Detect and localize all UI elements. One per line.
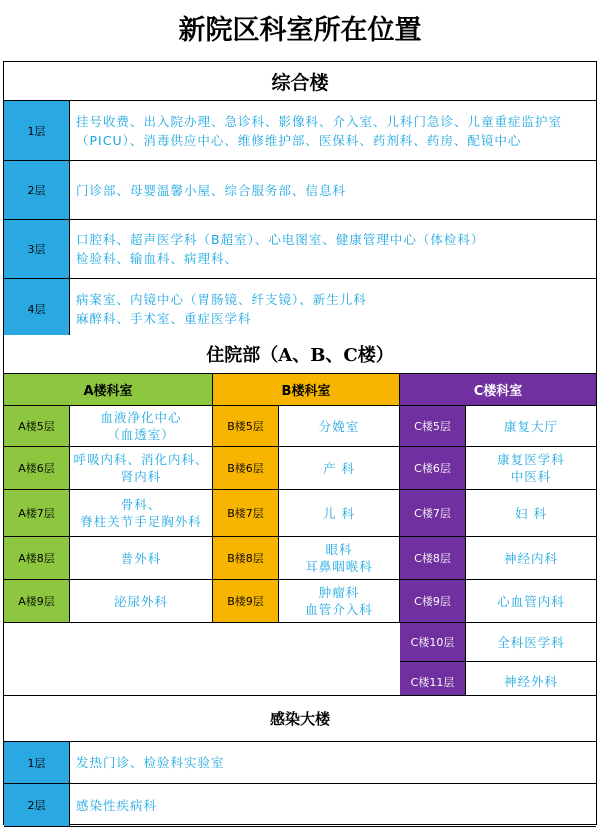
floor-label: A楼5层	[4, 406, 70, 446]
department-line: 儿 科	[323, 505, 355, 521]
department-name	[466, 537, 596, 579]
department-line: 神经外科	[503, 674, 558, 689]
department-name	[279, 537, 399, 579]
floor-label: 1层	[4, 742, 70, 783]
department-list	[70, 101, 596, 160]
building-a-floor-row	[4, 406, 213, 447]
building-a-floor-row	[4, 580, 213, 623]
building-c-floor-row	[400, 406, 596, 447]
building-c-floor-row	[400, 447, 596, 490]
department-line: （PICU）、消毒供应中心、维修维护部、医保科、药剂科、药房、配镜中心	[76, 132, 522, 148]
section-heading-comprehensive: 综合楼	[4, 62, 596, 101]
floor-label: C楼11层	[400, 662, 466, 701]
department-line: 眼科	[325, 542, 353, 557]
building-b-floor-row	[213, 580, 400, 623]
column-header-c: C楼科室	[400, 374, 596, 406]
department-line: 呼吸内科、消化内科、	[73, 452, 209, 467]
floor-label: C楼8层	[400, 537, 466, 579]
department-name	[70, 580, 212, 622]
department-list	[70, 784, 596, 826]
floor-label: A楼8层	[4, 537, 70, 579]
floor-label: C楼5层	[400, 406, 466, 446]
building-a-floor-row	[4, 537, 213, 580]
department-line: 脊柱关节手足胸外科	[80, 514, 202, 529]
building-b-floor-row	[213, 447, 400, 490]
comprehensive-floor-row	[4, 220, 596, 279]
building-c-floor-row	[400, 537, 596, 580]
building-a-floor-row	[4, 490, 213, 537]
department-list	[70, 161, 596, 219]
floor-label: B楼6层	[213, 447, 279, 489]
department-line: 普外科	[120, 550, 162, 566]
department-name	[70, 537, 212, 579]
column-header-b: B楼科室	[213, 374, 400, 406]
comprehensive-floor-row	[4, 279, 596, 339]
floor-label: B楼5层	[213, 406, 279, 446]
department-line: 检验科、输血科、病理科、	[76, 251, 239, 266]
floor-label: C楼10层	[400, 623, 466, 661]
department-name	[70, 490, 212, 536]
department-name	[279, 580, 399, 622]
department-line: 发热门诊、检验科实验室	[76, 755, 225, 770]
department-line: 神经内科	[503, 550, 558, 566]
floor-label: 2层	[4, 161, 70, 219]
department-line: 康复大厅	[503, 418, 558, 434]
page-title: 新院区科室所在位置	[178, 14, 422, 46]
floor-label: C楼7层	[400, 490, 466, 536]
comprehensive-floors	[4, 101, 596, 339]
department-line: 感染性疾病科	[76, 797, 158, 813]
building-a-floors	[4, 406, 213, 623]
floor-label: 3层	[4, 220, 70, 278]
department-line: 血液净化中心	[100, 410, 182, 425]
infection-floor-row	[4, 784, 596, 827]
department-list	[70, 279, 596, 338]
department-list	[70, 220, 596, 278]
department-line: 麻醉科、手术室、重症医学科	[76, 310, 252, 326]
department-line: 康复医学科	[497, 452, 565, 467]
department-line: 泌尿外科	[113, 593, 168, 609]
department-line: 分娩室	[318, 418, 360, 434]
floor-label: B楼8层	[213, 537, 279, 579]
comprehensive-floor-row	[4, 101, 596, 161]
floor-label: 2层	[4, 784, 70, 826]
department-line: 肿瘤科	[318, 585, 360, 600]
infection-floors	[4, 742, 596, 827]
department-line: 耳鼻咽喉科	[305, 559, 373, 574]
department-name	[279, 447, 399, 489]
department-line: 中医科	[510, 469, 552, 484]
department-line: 产 科	[323, 460, 355, 476]
building-c-floor-row	[400, 580, 596, 623]
floor-label: A楼9层	[4, 580, 70, 622]
department-line: 挂号收费、出入院办理、急诊科、影像科、介入室、儿科门急诊、儿童重症监护室	[76, 113, 563, 129]
department-name	[466, 406, 596, 446]
department-line: 病案室、内镜中心（胃肠镜、纤支镜）、新生儿科	[76, 291, 367, 307]
department-line: 心血管内科	[497, 593, 565, 609]
department-name	[466, 580, 596, 622]
comprehensive-floor-row	[4, 161, 596, 220]
department-name	[466, 623, 596, 661]
department-line: 口腔科、超声医学科（B超室）、心电图室、健康管理中心（体检科）	[76, 232, 485, 247]
building-c-floor-row	[400, 623, 596, 662]
building-c-floor-row	[400, 490, 596, 537]
department-name	[466, 490, 596, 536]
building-b-floors	[213, 406, 400, 623]
building-b-floor-row	[213, 537, 400, 580]
department-name	[70, 406, 212, 446]
department-line: 骨科、	[120, 497, 162, 512]
department-line: 门诊部、母婴温馨小屋、综合服务部、信息科	[76, 182, 347, 198]
floor-label: A楼6层	[4, 447, 70, 489]
department-name	[466, 447, 596, 489]
department-name	[279, 490, 399, 536]
floor-label: B楼9层	[213, 580, 279, 622]
building-b-floor-row	[213, 490, 400, 537]
building-b-floor-row	[213, 406, 400, 447]
department-line: 全科医学科	[497, 634, 565, 650]
building-a-floor-row	[4, 447, 213, 490]
department-name	[279, 406, 399, 446]
infection-floor-row	[4, 742, 596, 784]
department-line: 妇 科	[515, 505, 547, 521]
floor-label: C楼6层	[400, 447, 466, 489]
department-line: （血透室）	[107, 427, 175, 442]
floor-label: 1层	[4, 101, 70, 160]
column-header-a: A楼科室	[4, 374, 213, 406]
section-heading-infection: 感染大楼	[4, 695, 596, 742]
department-name	[70, 447, 212, 489]
department-list	[70, 742, 596, 783]
floor-label: A楼7层	[4, 490, 70, 536]
department-line: 血管介入科	[305, 602, 373, 617]
building-c-floors	[400, 406, 596, 702]
section-heading-inpatient: 住院部（A、B、C楼）	[4, 335, 596, 374]
floor-label: B楼7层	[213, 490, 279, 536]
floor-label: C楼9层	[400, 580, 466, 622]
floor-label: 4层	[4, 279, 70, 338]
department-line: 肾内科	[120, 469, 162, 484]
